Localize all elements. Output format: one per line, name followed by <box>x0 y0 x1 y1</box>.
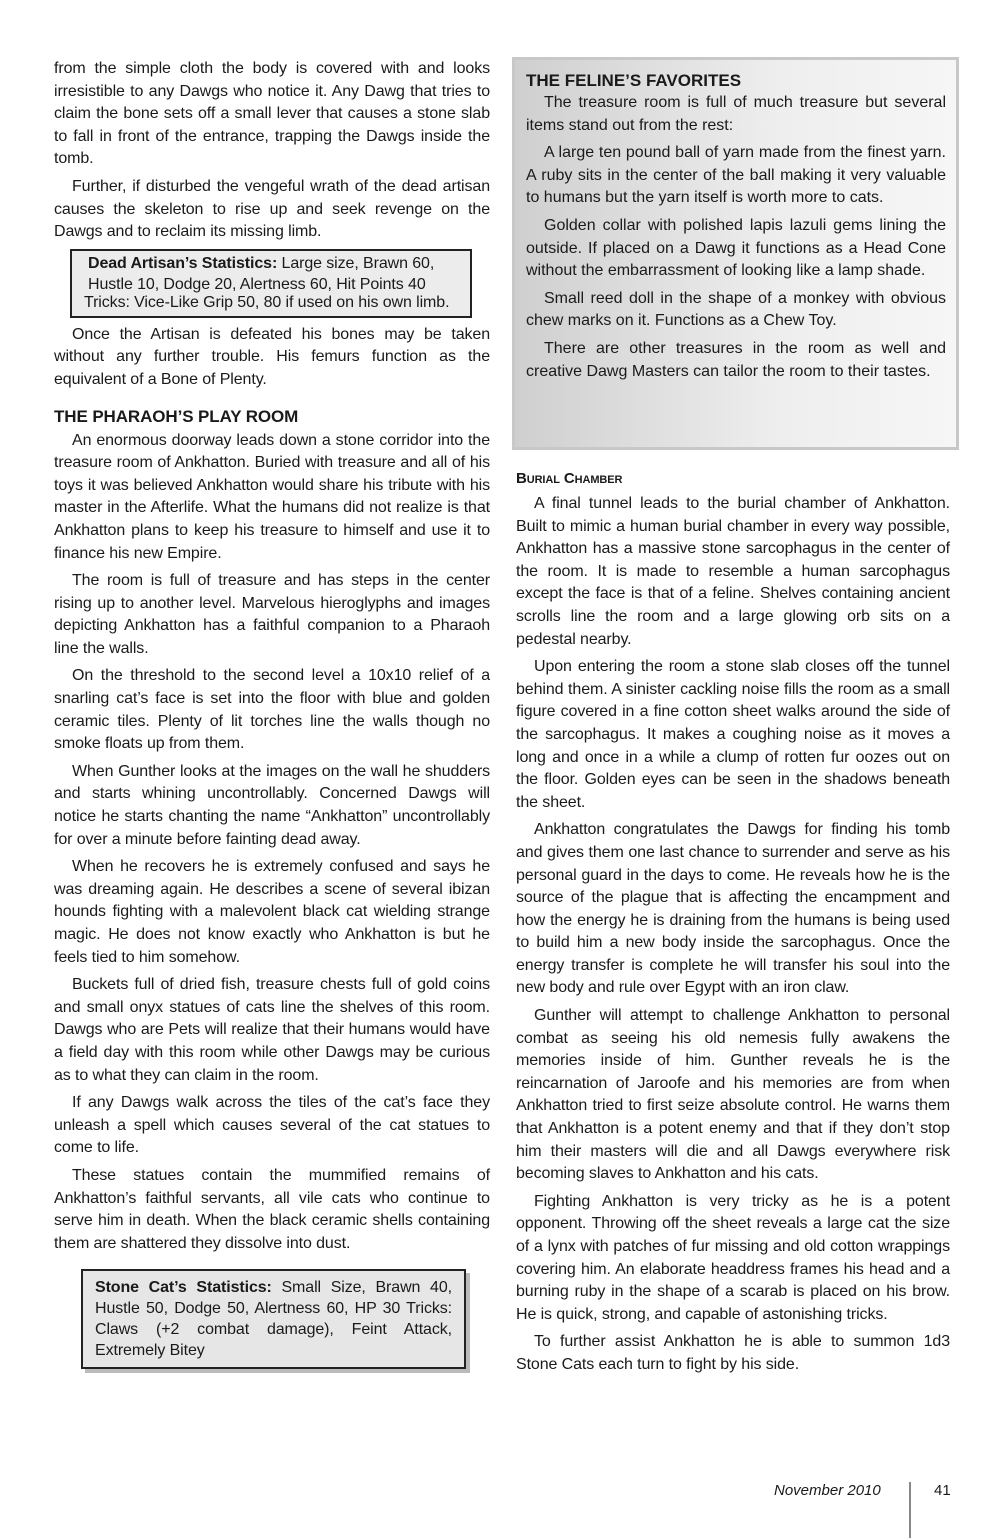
paragraph: Buckets full of dried fish, treasure chests full of gold coins and small onyx statues of cats line the shelves of this room. Dawgs who are Pets will realize that their humans would have a field day with this room while other Dawgs may be curious as to what they can claim in the room. <box>54 976 490 1084</box>
stat-label: Dead Artisan’s Statistics: <box>88 254 278 272</box>
stat-label: Stone Cat’s Statistics: <box>95 1279 272 1297</box>
sidebar-paragraph: There are other treasures in the room as well and creative Dawg Masters can tailor the room to their tastes. <box>526 339 946 380</box>
dead-artisan-stat-block <box>70 249 472 318</box>
paragraph: Once the Artisan is defeated his bones may be taken without any further trouble. His femurs function as the equivalent of a Bone of Plenty. <box>54 325 490 388</box>
sidebar-heading: THE FELINE’S FAVORITES <box>526 71 742 90</box>
sidebar-paragraph: Golden collar with polished lapis lazuli gems lining the outside. If placed on a Dawg it functions as a Head Cone without the embarrassment of looking like a lamp shade. <box>526 216 946 280</box>
stone-cat-stat-block <box>81 1269 466 1369</box>
section-heading: THE PHARAOH’S PLAY ROOM <box>54 406 299 426</box>
sidebar-paragraph: A large ten pound ball of yarn made from the finest yarn. A ruby sits in the center of the ball making it very valuable to humans but the yarn itself is worth more to cats. <box>526 144 946 207</box>
paragraph: An enormous doorway leads down a stone corridor into the treasure room of Ankhatton. Buried with treasure and all of his toys it was believed Ankhatton would share his tribute with his master in the Afterlife. What the humans did not realize is that Ankhatton plans to keep his treasure to himself and use it to finance his new Empire. <box>54 431 490 562</box>
paragraph: A final tunnel leads to the burial chamber of Ankhatton. Built to mimic a human burial chamber in every way possible, Ankhatton has a massive stone sarcophagus in the center of the room. It is made to resemble a human sarcophagus except the face is that of a feline. Shelves containing ancient scrolls line the room and a large glowing orb sits on a pedestal nearby. <box>516 495 950 648</box>
paragraph: To further assist Ankhatton he is able to summon 1d3 Stone Cats each turn to fight by his side. <box>516 1333 950 1373</box>
right-column <box>516 460 950 1382</box>
paragraph: The room is full of treasure and has steps in the center rising up to another level. Marvelous hieroglyphs and images depicting Ankhatton has a faithful companion to a Pharaoh line the walls. <box>54 572 490 657</box>
paragraph: Ankhatton congratulates the Dawgs for finding his tomb and gives them one last chance to surrender and serve as his personal guard in the days to come. He reveals how he is the source of the plague that is affecting the encampment and how the energy he is draining from the humans is being used to build him a new body inside the sarcophagus. Once the energy transfer is complete he will transfer his soul into the new body and rule over Egypt with an iron claw. <box>516 821 950 997</box>
sidebar-paragraph: Small reed doll in the shape of a monkey with obvious chew marks on it. Functions as a Chew Toy. <box>526 289 946 330</box>
paragraph: Upon entering the room a stone slab closes off the tunnel behind them. A sinister cackling noise fills the room as a small figure covered in a fine cotton sheet walks around the side of the sarcophagus. It makes a coughing noise as it moves a long and once in a while a clump of rotten fur oozes out on the floor. Golden eyes can be seen in the shadows beneath the sheet. <box>516 658 950 811</box>
page-number: 41 <box>934 1482 951 1499</box>
sidebar-paragraph: The treasure room is full of much treasure but several items stand out from the rest: <box>526 94 946 134</box>
paragraph: If any Dawgs walk across the tiles of the cat’s face they unleash a spell which causes several of the cat statues to come to life. <box>54 1094 490 1157</box>
felines-favorites-sidebar <box>512 57 959 450</box>
section-heading: Burial Chamber <box>516 470 623 487</box>
stat-tricks: Tricks: Vice-Like Grip 50, 80 if used on his own limb. <box>84 293 450 311</box>
footer-date: November 2010 <box>774 1482 881 1499</box>
stat-text: Small Size, Brawn 40, Hustle 50, Dodge 50, Alertness 60, HP 30 Tricks: Claws (+2 combat damage), Feint Attack, Extremely Bitey <box>95 1279 452 1360</box>
paragraph: These statues contain the mummified remains of Ankhatton’s faithful servants, all vile cats who continue to serve him in death. When the black ceramic shells containing them are shattered they dissolve into dust. <box>54 1166 490 1252</box>
paragraph: On the threshold to the second level a 10x10 relief of a snarling cat’s face is set into the floor with blue and golden ceramic tiles. Plenty of lit torches line the walls though no smoke floats up from them. <box>54 667 490 753</box>
stat-text: Large size, Brawn 60, Hustle 10, Dodge 20, Alertness 60, Hit Points 40 <box>88 254 435 293</box>
paragraph: from the simple cloth the body is covered with and looks irresistible to any Dawgs who notice it. Any Dawg that tries to claim the bone sets off a small lever that causes a stone slab to fall in front of the entrance, trapping the Dawgs inside the tomb. <box>54 60 490 168</box>
paragraph: Gunther will attempt to challenge Ankhatton to personal combat as seeing his old nemesis fully awakens the memories inside of him. Gunther reveals he is the reincarnation of Jaroofe and his memories are from when Ankhatton tried to first seize absolute control. He warns them that Ankhatton is a potent enemy and that if they don’t stop him their masters will die and all Dawgs everywhere risk becoming slaves to Ankhatton and his cats. <box>516 1007 950 1183</box>
paragraph: Fighting Ankhatton is very tricky as he is a potent opponent. Throwing off the sheet reveals a large cat the size of a lynx with patches of fur missing and old cotton wrappings covering him. An elaborate headdress frames his head and a burning ruby in the shape of a scarab is placed on his brow. He is quick, strong, and capable of astonishing tricks. <box>516 1192 950 1323</box>
paragraph: When Gunther looks at the images on the wall he shudders and starts whining uncontrollably. Concerned Dawgs will notice he starts chanting the name “Ankhatton” uncontrollably for over a minute before fainting dead away. <box>54 762 490 848</box>
paragraph: Further, if disturbed the vengeful wrath of the dead artisan causes the skeleton to rise up and seek revenge on the Dawgs and to reclaim its missing limb. <box>54 177 490 241</box>
left-column <box>54 58 490 1369</box>
paragraph: When he recovers he is extremely confused and says he was dreaming again. He describes a scene of several ibizan hounds fighting with a malevolent black cat wielding strange magic. He does not know exactly who Ankhatton is but he feels tied to him somehow. <box>54 858 490 966</box>
footer-divider <box>909 1482 911 1538</box>
